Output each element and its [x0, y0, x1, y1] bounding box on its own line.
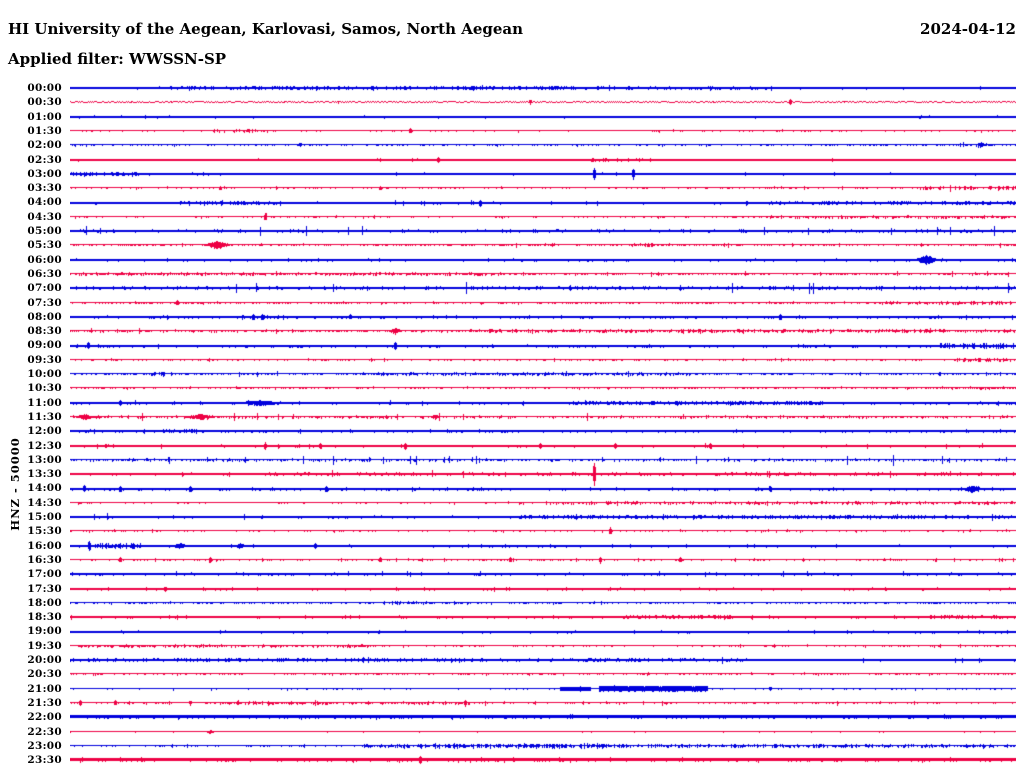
- time-label: 00:00: [27, 82, 62, 94]
- plot-date: 2024-04-12: [920, 20, 1016, 38]
- time-label: 14:00: [27, 482, 62, 495]
- time-label: 07:00: [27, 282, 62, 295]
- time-label: 09:00: [27, 339, 62, 352]
- time-label-column: [0, 81, 64, 768]
- trace-canvas[interactable]: [70, 81, 1016, 768]
- time-label: 07:30: [27, 296, 62, 309]
- time-label: 10:00: [27, 368, 62, 380]
- y-axis-label: HNZ - 50000: [8, 437, 22, 531]
- time-label: 10:30: [27, 382, 62, 395]
- time-label: 20:30: [27, 668, 62, 681]
- time-label: 04:00: [27, 196, 62, 209]
- time-label: 01:30: [27, 124, 62, 137]
- time-label: 11:00: [27, 396, 62, 409]
- time-label: 06:30: [27, 267, 62, 280]
- time-label: 19:00: [27, 625, 62, 638]
- time-label: 08:00: [27, 310, 62, 323]
- station-title: HI University of the Aegean, Karlovasi, Samos, North Aegean: [8, 20, 524, 38]
- time-label: 21:30: [27, 696, 62, 709]
- time-label: 05:00: [27, 225, 62, 237]
- time-label: 09:30: [27, 353, 62, 366]
- time-label: 11:30: [27, 410, 62, 423]
- time-label: 08:30: [27, 325, 62, 338]
- time-label: 22:30: [27, 725, 62, 738]
- time-label: 03:00: [27, 167, 62, 180]
- time-label: 14:30: [27, 496, 62, 509]
- time-label: 04:30: [27, 210, 62, 223]
- time-label: 02:00: [27, 139, 62, 152]
- time-label: 13:30: [27, 468, 62, 481]
- time-label: 21:00: [27, 682, 62, 695]
- time-label: 18:30: [27, 611, 62, 624]
- helicorder-plot: [0, 81, 1024, 773]
- time-label: 22:00: [27, 711, 62, 724]
- time-label: 01:00: [27, 110, 62, 123]
- time-label: 18:00: [27, 596, 62, 609]
- time-label: 12:00: [27, 425, 62, 438]
- time-label: 19:30: [27, 639, 62, 652]
- time-label: 16:00: [27, 539, 62, 552]
- time-label: 15:00: [27, 511, 62, 523]
- time-label: 05:30: [27, 239, 62, 252]
- time-label: 12:30: [27, 439, 62, 452]
- time-label: 16:30: [27, 553, 62, 566]
- applied-filter-label: Applied filter: WWSSN-SP: [8, 50, 227, 68]
- header: [8, 20, 1018, 40]
- time-label: 02:30: [27, 153, 62, 166]
- time-label: 00:30: [27, 96, 62, 109]
- time-label: 15:30: [27, 525, 62, 538]
- time-label: 13:00: [27, 453, 62, 466]
- time-label: 20:00: [27, 654, 62, 666]
- time-label: 23:00: [27, 739, 62, 752]
- time-label: 06:00: [27, 253, 62, 266]
- time-label: 17:30: [27, 582, 62, 595]
- time-label: 17:00: [27, 568, 62, 581]
- time-label: 23:30: [27, 754, 62, 767]
- time-label: 03:30: [27, 182, 62, 195]
